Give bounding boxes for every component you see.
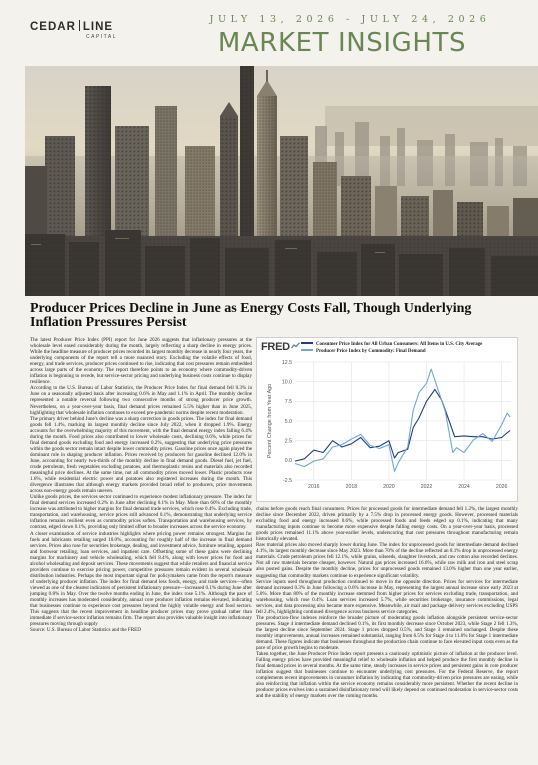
paragraph-supply-chains: chains before goods reach final consumers. Prices for processed goods for intermediate demand fell 1.2%, the largest monthly decline since December 2022, driven primarily by a 7.5% drop in processed energy goods. However, processed materials excluding food and energy increased 0.6%, while processed foods and feeds edged up 0.1%, indicating that many manufacturing inputs continue to become more expensive despite falling energy costs. On a year-over-year basis, processed goods prices remained 11.1% above year-earlier levels, underscoring that cost pressures throughout manufacturing remain historically elevated.	[256, 506, 518, 543]
logo-right-word: LINE	[82, 21, 114, 33]
logo-wordmark	[30, 20, 140, 33]
y-tick-label: 0.0	[284, 458, 292, 465]
legend-label-ppi: Producer Price Index by Commodity: Final Demand	[316, 349, 426, 354]
chart-legend	[301, 341, 516, 355]
y-tick-label: 7.5	[284, 399, 292, 406]
page-header	[0, 0, 538, 66]
x-tick-label: 2016	[308, 484, 320, 490]
legend-swatch-cpi	[301, 342, 313, 344]
x-tick-label: 2024	[458, 484, 470, 490]
paragraph-goods: The primary driver behind June's decline was a sharp correction in goods prices. The index for final demand goods fell 1.4%, marking its largest monthly decline since July 2022, when it dropped 1.9%. Energy accounts for the overwhelming majority of this movement, with the final demand energy index falling 6.4% during the month. Food prices also contributed to lower wholesale costs, declining 0.6%, while prices for final demand goods excluding food and energy increased 0.2%, suggesting that underlying price pressures within the goods sector remain intact despite lower commodity prices. Gasoline prices once again played the dominant role in shaping producer inflation. Prices received by producers for gasoline declined 12.0% in June, accounting for nearly two-thirds of the monthly decline in final demand goods. Diesel fuel, jet fuel, crude petroleum, fresh vegetables excluding potatoes, and thermoplastic resins and materials also recorded meaningful price declines. At the same time, not all commodity prices moved lower. Plastic products rose 1.6%, while residential electric power and potatoes also registered increases during the month. This divergence illustrates that although energy markets provided broad relief to producers, price movements across non-energy goods remain uneven.	[30, 415, 252, 495]
fred-logo[interactable]	[261, 341, 300, 353]
paragraph-services: Unlike goods prices, the services sector continued to experience modest inflationary pressure. The index for final demand services increased 0.2% in June after declining 0.1% in May. More than 60% of the monthly increase was attributed to higher margins for final demand trade services, which rose 0.4%. Excluding trade, transportation, and warehousing, service prices still advanced 0.1%, demonstrating that underlying service inflation remains resilient even as commodity prices soften. Transportation and warehousing services, by contrast, edged down 0.1%, providing only limited offset to broader increases across the service economy.	[30, 494, 252, 531]
paragraph-production-flow: The production-flow indexes reinforce the broader picture of moderating goods inflation alongside persistent service-sector pressures. Stage 4 intermediate demand declined 0.1%, its first monthly decrease since October 2023, while Stage 2 fell 1.3%, the largest decline since September 2024. Stage 1 prices dropped 0.5%, and Stage 3 remained unchanged. Despite these monthly improvements, annual increases remained substantial, ranging from 6.5% for Stage 4 to 11.0% for Stage 1 intermediate demand. These figures indicate that businesses throughout the production chain continue to face elevated input costs even as the pace of price growth begins to moderate.	[256, 614, 518, 652]
chart-header	[257, 338, 517, 359]
ppi-series-line	[295, 369, 510, 471]
logo-left-word: CEDAR	[30, 21, 76, 33]
cpi-series-line	[295, 390, 510, 462]
y-tick-label: 12.5	[281, 359, 292, 366]
source-note: Source: U.S. Bureau of Labor Statistics and the FRED	[30, 627, 141, 634]
cedar-line-logo[interactable]	[30, 20, 140, 60]
paragraph-service-industries: A closer examination of service industries highlights where pricing power remains strongest. Margins for fuels and lubricants retailing surged 10.0%, accounting for roughly half of the increase in final demand services. Prices also rose for securities brokerage, dealing, and investment advice, furniture retailing, apparel and footwear retailing, loan services, and inpatient care. Offsetting some of these gains were declining margins for machinery and vehicle wholesaling, which fell 8.4%, along with lower prices for food and alcohol wholesaling and deposit services. These movements suggest that while retailers and financial service providers continue to exercise pricing power, competitive pressures remain evident in several wholesale distribution industries. Perhaps the most important signal for policymakers came from the report's measure of underlying producer inflation. The index for final demand less foods, energy, and trade services—often viewed as one of the clearest indicators of persistent inflationary pressure—increased 0.1% during June after jumping 0.8% in May. Over the twelve months ending in June, the index rose 5.1%. Although the pace of monthly increases has moderated considerably, annual core producer inflation remains elevated, indicating that businesses continue to experience cost pressures beyond the highly volatile energy and food sectors. This suggests that the recent improvement in headline producer prices may prove gradual rather than immediate if service-sector inflation remains firm. The report also provides valuable insight into inflationary pressures moving through supply	[30, 530, 252, 628]
x-tick-label: 2018	[345, 484, 358, 490]
y-tick-label: 10.0	[281, 379, 292, 386]
y-tick-label: 2.5	[284, 438, 292, 445]
skyline-illustration	[25, 66, 538, 296]
masthead-title: MARKET INSIGHTS	[217, 28, 467, 58]
chart-plot	[257, 358, 517, 501]
legend-item-cpi	[301, 341, 516, 348]
x-tick-label: 2026	[495, 484, 508, 490]
legend-item-ppi	[301, 348, 516, 355]
legend-label-cpi: Consumer Price Index for All Urban Consumers: All Items in U.S. City Average	[316, 342, 483, 347]
legend-swatch-ppi	[301, 349, 313, 351]
y-tick-label: -2.5	[283, 477, 292, 484]
fred-chart-mark-icon	[291, 342, 300, 349]
logo-divider	[79, 20, 80, 31]
article-headline: Producer Prices Decline in June as Energy Costs Fall, Though Underlying Inflation Pressures Persist	[30, 301, 472, 330]
date-range: JULY 13, 2026 - JULY 24, 2026	[209, 14, 491, 25]
paragraph-conclusion: Taken together, the June Producer Price Index report presents a cautiously optimistic picture of inflation at the producer level. Falling energy prices have provided meaningful relief to wholesale inflation and helped produce the first monthly decline in final demand prices in several months. At the same time, steady increases in service prices and persistent gains in core producer inflation suggest that businesses continue to encounter underlying cost pressures. For the Federal Reserve, the report complements recent improvements in consumer inflation by indicating that commodity-driven price pressures are easing, while also reinforcing that inflation within the service economy remains considerably more persistent. Whether the recent decline in producer prices evolves into a sustained disinflationary trend will likely depend on continued moderation in service-sector costs and the stability of energy markets over the coming months.	[256, 651, 518, 700]
fred-brand-text: FRED	[261, 341, 290, 353]
paragraph-service-inputs: Service inputs used throughout production continued to move in the opposite direction. Prices for services for intermediate demand increased 0.3% in June following a 0.6% increase in May, representing the largest annual increase since early 2023 at 5.0%. More than 80% of the monthly increase stemmed from higher prices for services excluding trade, transportation, and warehousing, which rose 0.4%. Loan services increased 5.7%, while securities brokerage, insurance commissions, legal services, and data processing also became more expensive. Meanwhile, air mail and package delivery services excluding USPS fell 2.4%, highlighting continued divergence across business service categories.	[256, 578, 518, 615]
hero-skyline-image	[25, 66, 538, 296]
paragraph-intro: The latest Producer Price Index (PPI) report for June 2026 suggests that inflationary pressures at the wholesale level eased considerably during the month, largely reflecting a sharp decline in energy prices. While the headline measure of producer prices recorded its largest monthly decrease in nearly four years, the underlying components of the report tell a more nuanced story. Excluding the volatile effects of food, energy, and trade services, producer prices continued to rise, indicating that cost pressures remain embedded across large parts of the economy. The report therefore points to an economy where commodity-driven inflation is beginning to recede, but service-sector pricing and underlying business costs continue to display resilience.	[30, 337, 252, 386]
paragraph-final-demand: According to the U.S. Bureau of Labor Statistics, the Producer Price Index for final demand fell 0.3% in June on a seasonally adjusted basis after increasing 0.6% in May and 1.1% in April. The monthly decline represented a notable reversal following two consecutive months of strong producer price growth. Nevertheless, on a year-over-year basis, final demand prices remained 5.5% higher than in June 2025, highlighting that wholesale inflation continues to exceed pre-pandemic norms despite recent moderation.	[30, 385, 252, 416]
x-tick-label: 2022	[420, 484, 433, 490]
fred-chart	[256, 337, 518, 502]
y-tick-label: 5.0	[284, 418, 292, 425]
x-tick-label: 2020	[383, 484, 395, 490]
article-left-column	[30, 337, 252, 761]
logo-subtitle: CAPITAL	[86, 34, 117, 40]
article-right-column	[256, 506, 518, 759]
paragraph-raw-materials: Raw material prices also moved sharply lower during June. The index for unprocessed goods for intermediate demand declined 4.1%, its largest monthly decrease since May 2023. More than 70% of the decline reflected an 8.1% drop in unprocessed energy materials. Crude petroleum prices fell 12.1%, while grains, oilseeds, slaughter livestock, and raw cotton also recorded declines. Not all raw materials became cheaper, however. Natural gas prices increased 16.6%, while raw milk and iron and steel scrap also posted gains. Despite the monthly decline, prices for unprocessed goods remained 13.0% higher than one year earlier, suggesting that commodity markets continue to experience significant volatility.	[256, 542, 518, 579]
y-axis-label: Percent Change from Year Ago	[267, 383, 273, 459]
